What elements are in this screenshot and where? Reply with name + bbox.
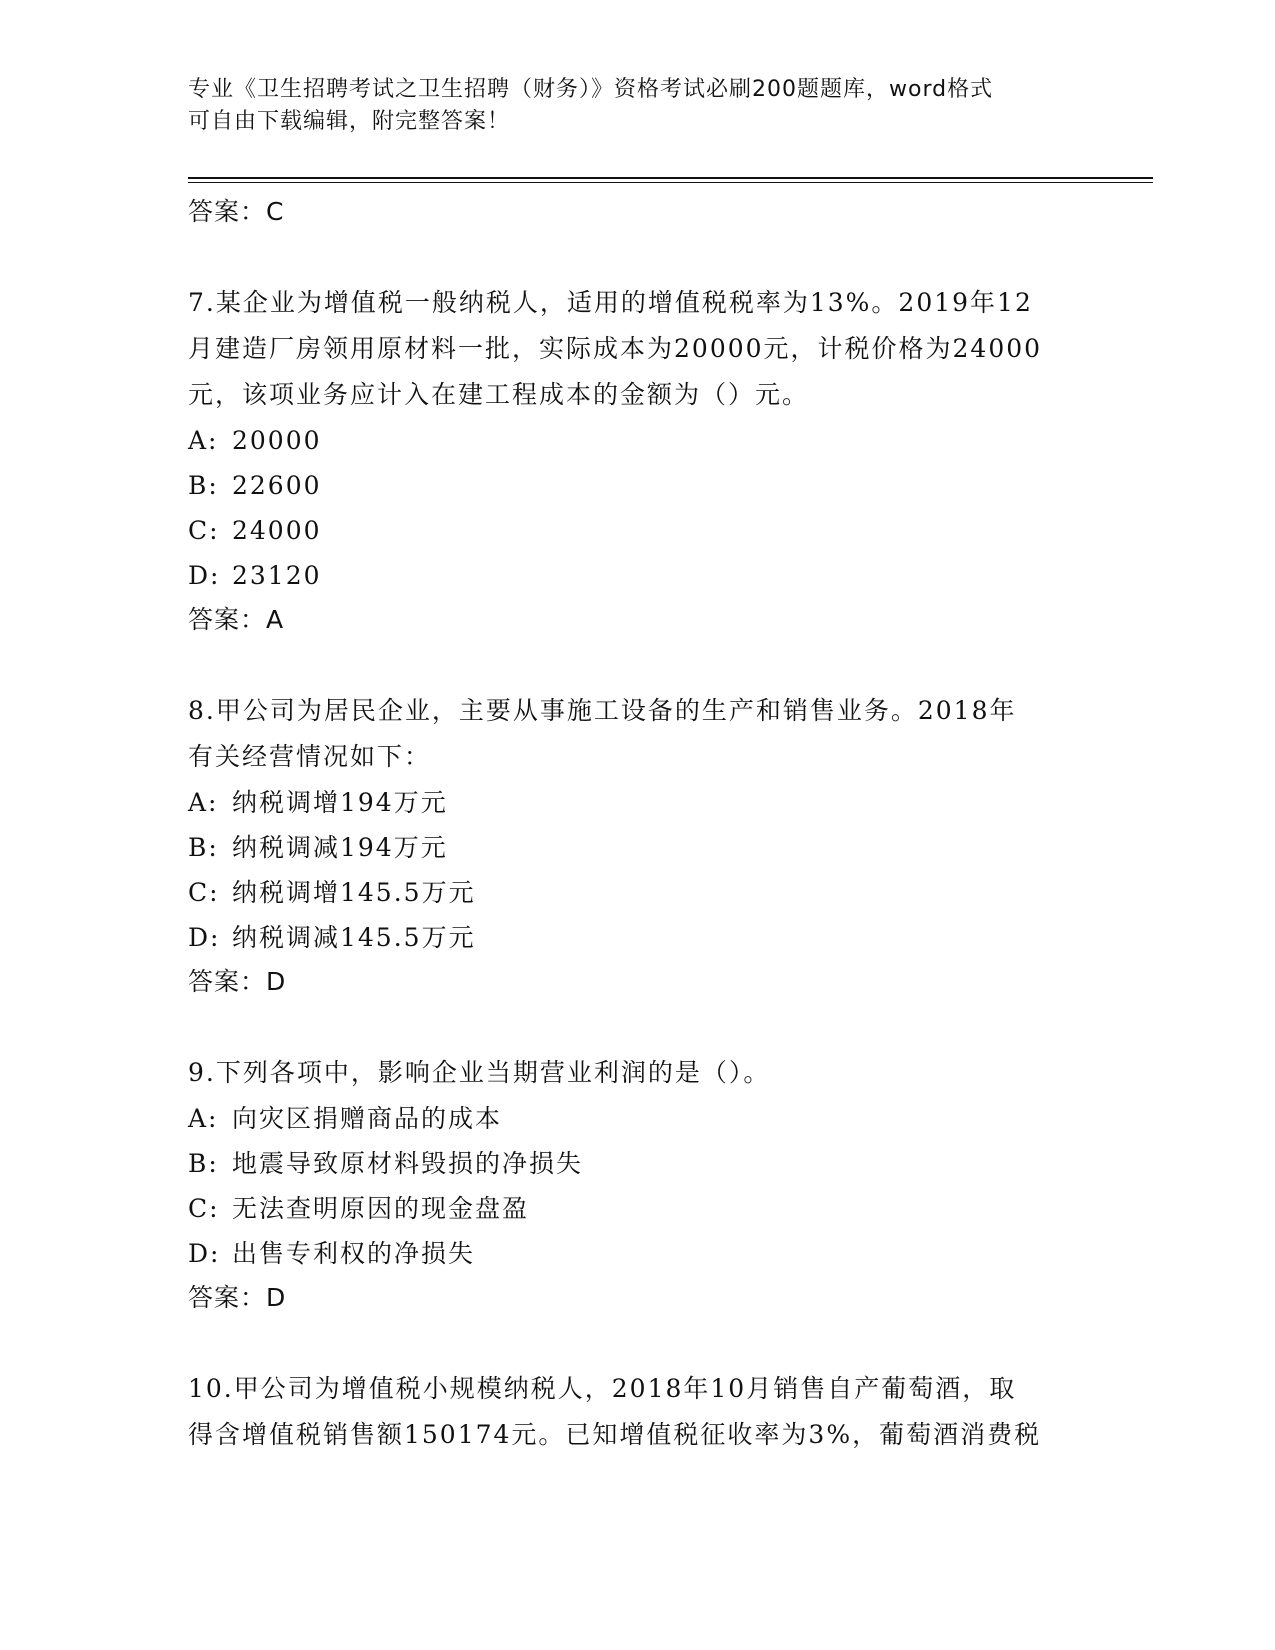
question-list <box>188 190 1088 1458</box>
option-text: 纳税调减194万元 <box>232 833 448 862</box>
question-8-option-c <box>188 870 1088 915</box>
option-letter: D: <box>188 923 221 952</box>
question-10 <box>188 1366 1088 1458</box>
header-divider-thin <box>188 182 1153 183</box>
question-7-option-c <box>188 508 1088 553</box>
option-letter: B: <box>188 471 219 500</box>
question-8-answer: 答案：D <box>188 967 287 996</box>
question-7-option-a <box>188 418 1088 463</box>
option-text: 纳税调增194万元 <box>232 788 448 817</box>
previous-answer: 答案：C <box>188 197 285 226</box>
option-text: 纳税调增145.5万元 <box>232 878 476 907</box>
question-7-option-b <box>188 463 1088 508</box>
spacer <box>188 1320 1088 1366</box>
question-8-option-d <box>188 915 1088 960</box>
question-8-line-1: 8.甲公司为居民企业，主要从事施工设备的生产和销售业务。2018年 <box>188 696 1017 725</box>
option-letter: D: <box>188 1239 221 1268</box>
question-9-option-b <box>188 1141 1088 1186</box>
question-9-option-a <box>188 1096 1088 1141</box>
question-7-line-2: 月建造厂房领用原材料一批，实际成本为20000元，计税价格为24000 <box>188 334 1043 363</box>
option-text: 无法查明原因的现金盘盈 <box>232 1194 530 1223</box>
question-7 <box>188 280 1088 642</box>
question-9 <box>188 1050 1088 1320</box>
option-letter: A: <box>188 1104 219 1133</box>
option-letter: A: <box>188 426 219 455</box>
question-8-option-b <box>188 825 1088 870</box>
question-8 <box>188 688 1088 1004</box>
option-letter: B: <box>188 1149 219 1178</box>
question-8-line-2: 有关经营情况如下： <box>188 742 432 771</box>
option-text: 出售专利权的净损失 <box>232 1239 476 1268</box>
header-divider-thick <box>188 177 1153 179</box>
question-9-answer: 答案：D <box>188 1283 287 1312</box>
question-9-line-1: 9.下列各项中，影响企业当期营业利润的是（）。 <box>188 1058 771 1087</box>
option-text: 24000 <box>232 516 322 545</box>
question-7-answer: 答案：A <box>188 605 285 634</box>
option-text: 22600 <box>232 471 322 500</box>
page-header <box>188 74 1088 138</box>
spacer <box>188 234 1088 280</box>
option-letter: D: <box>188 561 221 590</box>
option-letter: C: <box>188 516 220 545</box>
option-text: 纳税调减145.5万元 <box>232 923 476 952</box>
question-7-option-d <box>188 553 1088 598</box>
question-9-option-d <box>188 1231 1088 1276</box>
spacer <box>188 642 1088 688</box>
option-text: 23120 <box>232 561 322 590</box>
question-10-line-2: 得含增值税销售额150174元。已知增值税征收率为3%，葡萄酒消费税 <box>188 1420 1042 1449</box>
header-line-1: 专业《卫生招聘考试之卫生招聘（财务）》资格考试必刷200题题库，word格式 <box>188 77 994 102</box>
header-line-2: 可自由下载编辑，附完整答案！ <box>188 109 511 134</box>
option-text: 向灾区捐赠商品的成本 <box>232 1104 503 1133</box>
option-letter: C: <box>188 878 220 907</box>
question-7-line-3: 元，该项业务应计入在建工程成本的金额为（）元。 <box>188 380 810 409</box>
option-letter: C: <box>188 1194 220 1223</box>
option-text: 20000 <box>232 426 322 455</box>
option-letter: A: <box>188 788 219 817</box>
option-text: 地震导致原材料毁损的净损失 <box>232 1149 584 1178</box>
spacer <box>188 1004 1088 1050</box>
question-7-line-1: 7.某企业为增值税一般纳税人，适用的增值税税率为13%。2019年12 <box>188 288 1033 317</box>
question-8-option-a <box>188 780 1088 825</box>
option-letter: B: <box>188 833 219 862</box>
question-10-line-1: 10.甲公司为增值税小规模纳税人，2018年10月销售自产葡萄酒，取 <box>188 1374 1017 1403</box>
question-9-option-c <box>188 1186 1088 1231</box>
